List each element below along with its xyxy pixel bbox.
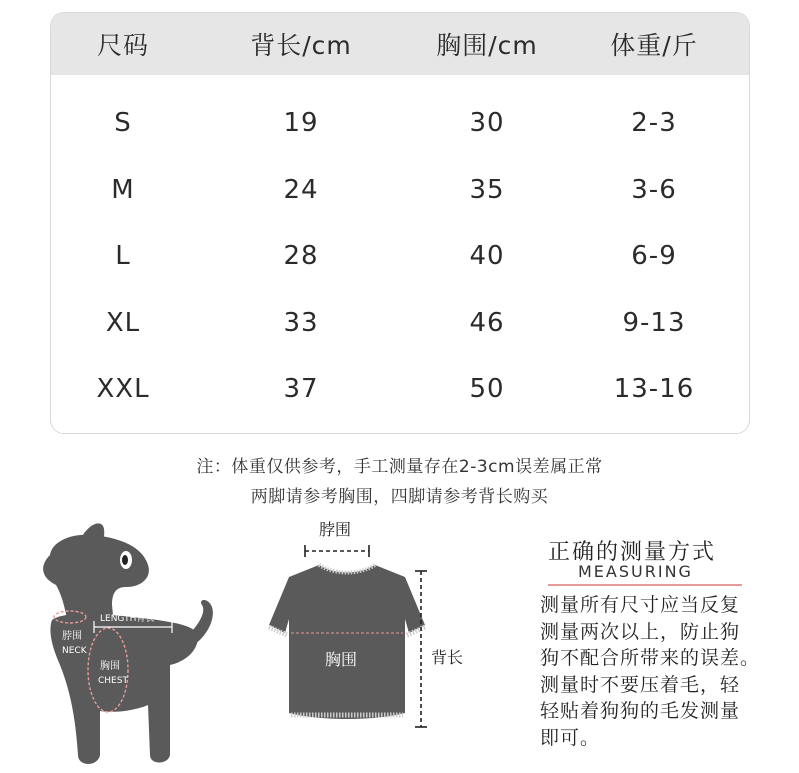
neck-measure-label: 脖围: [319, 520, 352, 539]
guide-subtitle: MEASURING: [578, 562, 693, 581]
table-cell: 13-16: [613, 374, 695, 404]
table-cell: XL: [105, 308, 141, 338]
chest-label-cn: 胸围: [100, 661, 120, 672]
guide-title: 正确的测量方式: [548, 540, 717, 565]
guide-line: 轻贴着狗狗的毛发测量: [540, 700, 741, 722]
table-cell: 19: [283, 108, 319, 138]
table-cell: M: [111, 175, 135, 205]
table-cell: 35: [469, 175, 505, 205]
chest-measure-label: 胸围: [325, 650, 358, 669]
table-cell: 3-6: [631, 175, 677, 205]
table-cell: 9-13: [622, 308, 686, 338]
table-cell: L: [115, 241, 131, 271]
chest-label-en: CHEST: [98, 676, 128, 686]
header-back-length: 背长/cm: [250, 31, 352, 60]
header-chest: 胸围/cm: [436, 31, 538, 60]
guide-line: 测量两次以上，防止狗: [540, 620, 741, 643]
neck-label-en: NECK: [62, 646, 87, 656]
guide-line: 测量时不要压着毛，轻: [540, 673, 741, 696]
accent-divider: [548, 584, 742, 586]
table-cell: 33: [283, 308, 319, 338]
back-length-label: 背长: [431, 648, 464, 667]
table-cell: 24: [283, 175, 319, 205]
guide-line: 狗不配合所带来的误差。: [540, 647, 761, 669]
table-cell: 2-3: [631, 108, 677, 138]
table-cell: 46: [469, 308, 505, 338]
shirt-measurement-illustration: [265, 515, 480, 745]
table-cell: 37: [283, 374, 319, 404]
table-cell: XXL: [96, 374, 150, 404]
header-size: 尺码: [96, 31, 150, 60]
guide-line: 测量所有尺寸应当反复: [540, 594, 741, 616]
table-cell: 40: [469, 241, 505, 271]
header-weight: 体重/斤: [610, 31, 698, 60]
table-cell: 28: [283, 241, 319, 271]
size-table: [50, 12, 750, 434]
table-cell: 30: [469, 108, 505, 138]
guide-line: 即可。: [540, 726, 601, 749]
neck-label-cn: 脖围: [62, 631, 82, 642]
dog-measurement-illustration: [30, 515, 230, 770]
purchase-note: 两脚请参考胸围，四脚请参考背长购买: [250, 487, 549, 507]
table-cell: 50: [469, 374, 505, 404]
length-label: LENGTH背长: [100, 614, 155, 624]
table-cell: 6-9: [631, 241, 677, 271]
weight-note: 注：体重仅供参考，手工测量存在2-3cm误差属正常: [196, 457, 603, 477]
table-cell: S: [114, 108, 132, 138]
guide-text: [540, 592, 772, 751]
